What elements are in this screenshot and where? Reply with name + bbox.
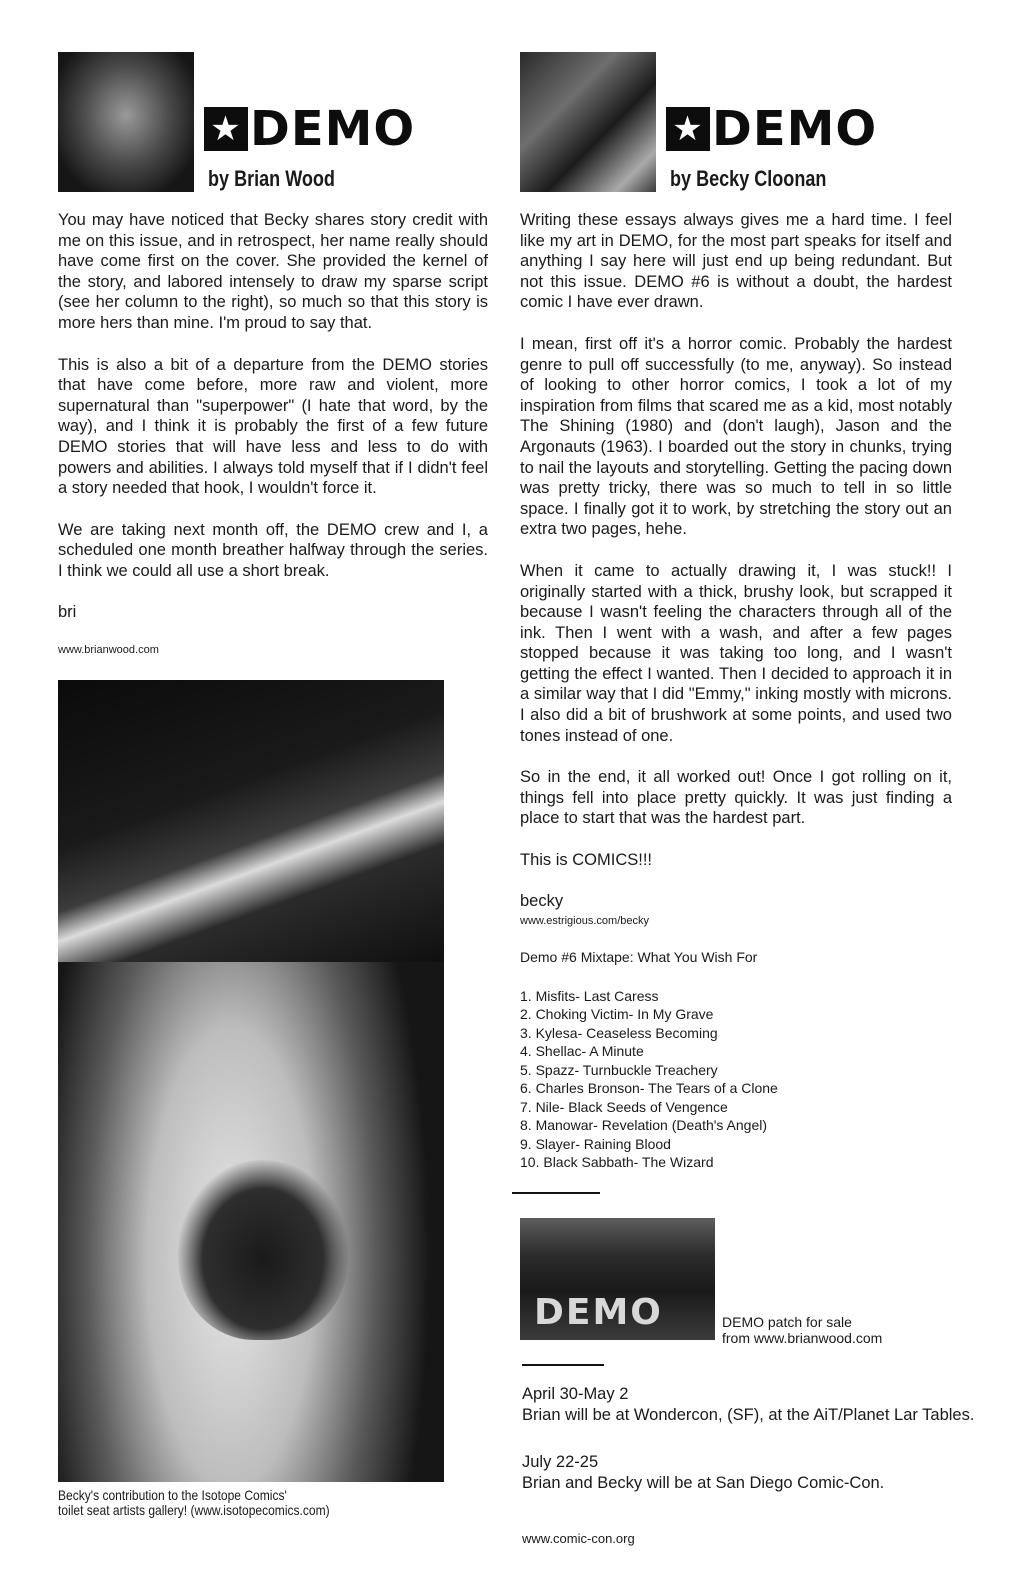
event	[522, 1384, 974, 1426]
caption-line: from www.brianwood.com	[722, 1330, 883, 1346]
paragraph: We are taking next month off, the DEMO crew and I, a scheduled one month breather halfway through the series. I think we could all use a short break.	[58, 520, 488, 580]
becky-cloonan-column	[520, 52, 952, 1172]
brian-wood-photo	[58, 52, 194, 192]
patch-caption	[722, 1314, 882, 1346]
list-item: 10. Black Sabbath- The Wizard	[520, 1154, 714, 1171]
mixtape-list	[520, 987, 952, 1172]
divider	[522, 1364, 604, 1366]
paragraph: This is COMICS!!!	[520, 851, 653, 870]
event-text: Brian and Becky will be at San Diego Comic-Con.	[522, 1474, 885, 1492]
demo-logo	[666, 101, 878, 157]
event-text: Brian will be at Wondercon, (SF), at the AiT/Planet Lar Tables.	[522, 1406, 975, 1424]
patch-logo-text: DEMO	[534, 1292, 663, 1333]
event	[522, 1452, 884, 1494]
paragraph: When it came to actually drawing it, I was stuck!! I originally started with a thick, brushy look, but scrapped it because I wasn't feeling the characters through all of the ink. Then I went with a wash, and after a few pages stopped because it was taking too long, and I wasn't getting the effect I wanted. Then I decided to approach it in a similar way that I did "Emmy," inking mostly with microns. I also did a bit of brushwork at some points, and used two tones instead of one.	[520, 561, 952, 745]
star-icon: ★	[666, 107, 710, 151]
list-item: 8. Manowar- Revelation (Death's Angel)	[520, 1117, 768, 1134]
paragraph: I mean, first off it's a horror comic. Probably the hardest genre to pull off successfully (to me, anyway). So instead of looking to other horror comics, I took a lot of my inspiration from films that scared me as a kid, most notably The Shining (1980) and (don't laugh), Jason and the Argonauts (1963). I boarded out the story in chunks, trying to nail the layouts and storytelling. Getting the pacing down was pretty tricky, there was so much to tell in so little space. I finally got it to work, by stretching the story out an extra two pages, hehe.	[520, 334, 952, 539]
artist-at-work-image	[58, 680, 444, 962]
caption-line: toilet seat artists gallery! (www.isotopecomics.com)	[58, 1502, 330, 1518]
demo-logo-text: DEMO	[250, 101, 416, 157]
list-item: 5. Spazz- Turnbuckle Treachery	[520, 1061, 718, 1078]
divider	[512, 1192, 600, 1194]
star-icon: ★	[204, 107, 248, 151]
caption-line: DEMO patch for sale	[722, 1314, 852, 1330]
list-item: 3. Kylesa- Ceaseless Becoming	[520, 1024, 718, 1041]
demo-logo	[204, 101, 416, 157]
list-item: 7. Nile- Black Seeds of Vengence	[520, 1098, 728, 1115]
event-date: July 22-25	[522, 1453, 599, 1471]
paragraph: You may have noticed that Becky shares story credit with me on this issue, and in retrospect, her name really should have come first on the cover. She provided the kernel of the story, and labored intensely to draw my sparse script (see her column to the right), so much so that this story is more hers than mine. I'm proud to say that.	[58, 211, 488, 332]
toilet-seat-art-photo	[58, 680, 444, 1482]
list-item: 2. Choking Victim- In My Grave	[520, 1006, 714, 1023]
caption-line: Becky's contribution to the Isotope Comics'	[58, 1487, 287, 1503]
paragraph: This is also a bit of a departure from the DEMO stories that have come before, more raw and violent, more supernatural than "superpower" (I hate that word, by the way), and I think it is probably the first of a few future DEMO stories that will have less and less to do with powers and abilities. I always told myself that if I didn't feel a story needed that hook, I wouldn't force it.	[58, 355, 488, 498]
demo-logo-text: DEMO	[712, 101, 878, 157]
paragraph: So in the end, it all worked out! Once I got rolling on it, things fell into place pretty quickly. It was just finding a place to start that was the hardest part.	[520, 768, 952, 828]
signature: bri	[58, 602, 77, 621]
mixtape-title: Demo #6 Mixtape: What You Wish For	[520, 948, 758, 965]
becky-header	[520, 52, 952, 194]
drawn-face-image	[178, 1160, 348, 1340]
paragraph: Writing these essays always gives me a hard time. I feel like my art in DEMO, for the most part speaks for itself and anything I say here will just end up being redundant. But not this issue. DEMO #6 is without a doubt, the hardest comic I have ever drawn.	[520, 211, 952, 312]
byline: by Becky Cloonan	[670, 166, 827, 191]
comic-con-link[interactable]: www.comic-con.org	[522, 1531, 635, 1546]
website-link[interactable]: www.brianwood.com	[58, 643, 159, 656]
brian-wood-column	[58, 52, 488, 656]
becky-cloonan-photo	[520, 52, 656, 192]
photo-caption	[58, 1488, 385, 1518]
brian-header	[58, 52, 488, 194]
list-item: 6. Charles Bronson- The Tears of a Clone	[520, 1080, 778, 1097]
byline: by Brian Wood	[208, 166, 335, 191]
event-date: April 30-May 2	[522, 1385, 629, 1403]
signature: becky	[520, 891, 564, 910]
list-item: 1. Misfits- Last Caress	[520, 987, 659, 1004]
list-item: 9. Slayer- Raining Blood	[520, 1135, 671, 1152]
website-link[interactable]: www.estrigious.com/becky	[520, 914, 649, 927]
demo-patch-image	[520, 1218, 715, 1340]
list-item: 4. Shellac- A Minute	[520, 1043, 644, 1060]
